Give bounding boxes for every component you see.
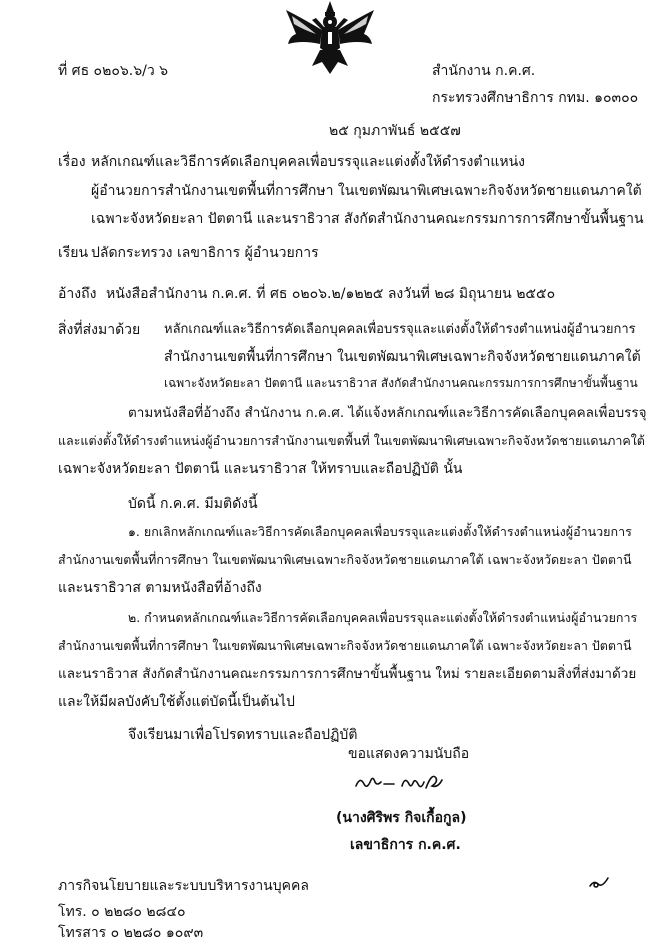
- resolution-item-line: ๑. ยกเลิกหลักเกณฑ์และวิธีการคัดเลือกบุคคลเพื่อบรรจุและแต่งตั้งให้ดำรงตำแหน่งผู้อำนวยการ: [128, 524, 632, 539]
- enclosure-line: สำนักงานเขตพื้นที่การศึกษา ในเขตพัฒนาพิเศษเฉพาะกิจจังหวัดชายแดนภาคใต้: [164, 349, 641, 365]
- resolution-item-line: สำนักงานเขตพื้นที่การศึกษา ในเขตพัฒนาพิเศษเฉพาะกิจจังหวัดชายแดนภาคใต้ เฉพาะจังหวัดยะลา ปัตตานี: [58, 552, 632, 567]
- addressee-label: เรียน: [58, 245, 89, 261]
- resolution-item-line: สำนักงานเขตพื้นที่การศึกษา ในเขตพัฒนาพิเศษเฉพาะกิจจังหวัดชายแดนภาคใต้ เฉพาะจังหวัดยะลา ปัตตานี: [58, 638, 632, 653]
- reference-number: ที่ ศธ ๐๒๐๖.๖/ว ๖: [58, 63, 169, 79]
- body-paragraph-line: และแต่งตั้งให้ดำรงตำแหน่งผู้อำนวยการสำนักงานเขตพื้นที่ ในเขตพัฒนาพิเศษเฉพาะกิจจังหวัดชายแดนภาคใต้: [58, 433, 645, 448]
- resolution-item-line: และนราธิวาส สังกัดสำนักงานคณะกรรมการการศึกษาขั้นพื้นฐาน ใหม่ รายละเอียดตามสิ่งที่ส่งมาด้วย: [58, 666, 637, 682]
- signatory-name: (นางศิริพร กิจเกื้อกูล): [336, 810, 467, 826]
- body-paragraph-line: บัดนี้ ก.ค.ศ. มีมติดังนี้: [128, 496, 258, 512]
- subject-line: ผู้อำนวยการสำนักงานเขตพื้นที่การศึกษา ในเขตพัฒนาพิเศษเฉพาะกิจจังหวัดชายแดนภาคใต้: [91, 183, 642, 199]
- document-date: ๒๕ กุมภาพันธ์ ๒๕๕๗: [329, 123, 461, 139]
- garuda-emblem-icon: [282, 0, 378, 78]
- body-paragraph-line: เฉพาะจังหวัดยะลา ปัตตานี และนราธิวาส ให้ทราบและถือปฏิบัติ นั้น: [58, 461, 463, 477]
- footer-phone: โทร. ๐ ๒๒๘๐ ๒๘๔๐: [58, 904, 186, 920]
- footer-department: ภารกิจนโยบายและระบบบริหารงานบุคคล: [58, 878, 309, 894]
- initial-mark: [586, 874, 612, 892]
- subject-line: หลักเกณฑ์และวิธีการคัดเลือกบุคคลเพื่อบรรจุและแต่งตั้งให้ดำรงตำแหน่ง: [91, 154, 525, 170]
- footer-fax: โทรสาร ๐ ๒๒๘๐ ๑๐๙๓: [58, 925, 204, 941]
- resolution-item-line: ๒. กำหนดหลักเกณฑ์และวิธีการคัดเลือกบุคคลเพื่อบรรจุและแต่งตั้งให้ดำรงตำแหน่งผู้อำนวยการ: [128, 610, 638, 625]
- handwritten-signature: [352, 768, 448, 796]
- enclosure-label: สิ่งที่ส่งมาด้วย: [58, 322, 141, 338]
- resolution-item-line: และนราธิวาส ตามหนังสือที่อ้างถึง: [58, 580, 262, 596]
- reference-text: หนังสือสำนักงาน ก.ค.ศ. ที่ ศธ ๐๒๐๖.๒/๑๒๒๕ ลงวันที่ ๒๘ มิถุนายน ๒๕๕๐: [106, 286, 556, 302]
- addressee-text: ปลัดกระทรวง เลขาธิการ ผู้อำนวยการ: [91, 245, 319, 261]
- reference-label: อ้างถึง: [58, 286, 97, 302]
- subject-label: เรื่อง: [58, 154, 86, 170]
- enclosure-line: หลักเกณฑ์และวิธีการคัดเลือกบุคคลเพื่อบรรจุและแต่งตั้งให้ดำรงตำแหน่งผู้อำนวยการ: [164, 322, 636, 337]
- body-paragraph-line: ตามหนังสือที่อ้างถึง สำนักงาน ก.ค.ศ. ได้แจ้งหลักเกณฑ์และวิธีการคัดเลือกบุคคลเพื่อบรรจุ: [128, 405, 647, 421]
- closing-sentence: จึงเรียนมาเพื่อโปรดทราบและถือปฏิบัติ: [128, 727, 358, 743]
- enclosure-line: เฉพาะจังหวัดยะลา ปัตตานี และนราธิวาส สังกัดสำนักงานคณะกรรมการการศึกษาขั้นพื้นฐาน: [164, 376, 638, 390]
- resolution-item-line: และให้มีผลบังคับใช้ตั้งแต่บัดนี้เป็นต้นไป: [58, 694, 295, 710]
- subject-line: เฉพาะจังหวัดยะลา ปัตตานี และนราธิวาส สังกัดสำนักงานคณะกรรมการการศึกษาขั้นพื้นฐาน: [91, 211, 644, 227]
- office-name: สำนักงาน ก.ค.ศ.: [432, 63, 536, 79]
- signatory-position: เลขาธิการ ก.ค.ศ.: [350, 837, 461, 853]
- regards-text: ขอแสดงความนับถือ: [348, 746, 470, 762]
- office-address: กระทรวงศึกษาธิการ กทม. ๑๐๓๐๐: [432, 90, 639, 106]
